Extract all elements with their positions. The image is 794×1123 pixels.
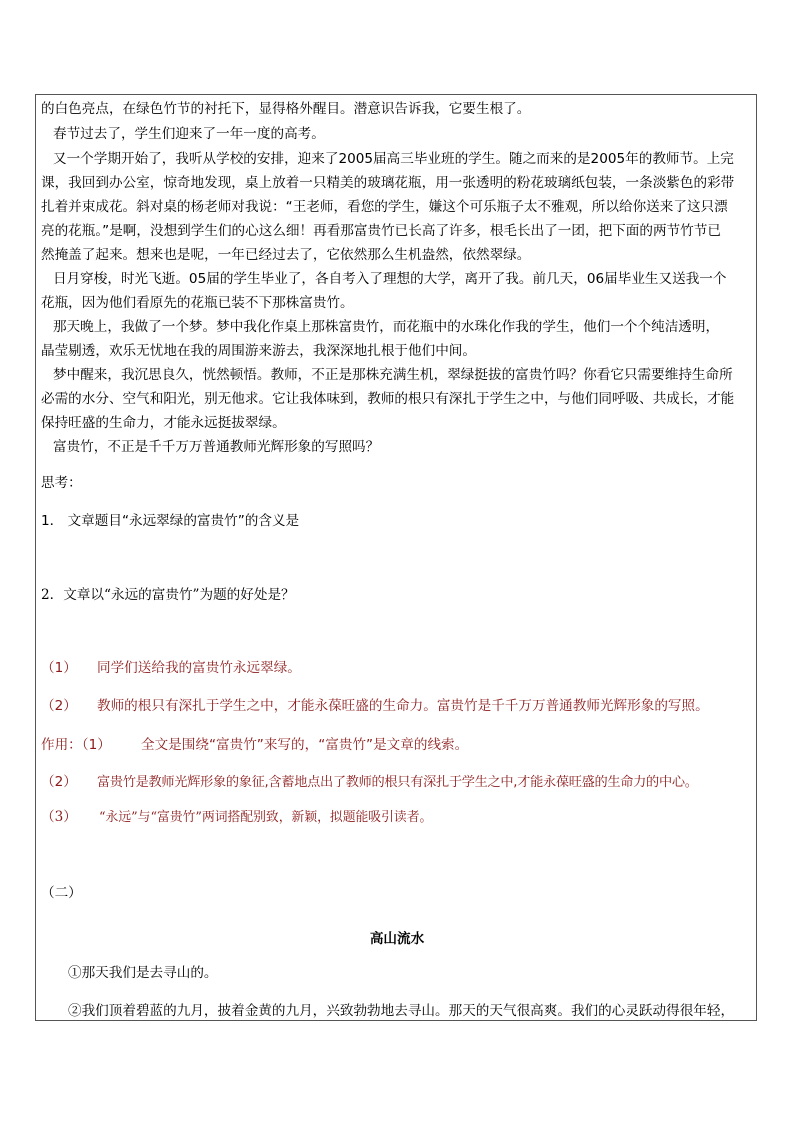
paragraph-line: 然掩盖了起来。想来也是呢，一年已经过去了，它依然那么生机盎然，依然翠绿。: [41, 247, 531, 263]
paragraph-line: 的白色亮点，在绿色竹节的衬托下，显得格外醒目。潜意识告诉我，它要生根了。: [41, 101, 531, 117]
answer-function-2: [41, 773, 698, 792]
paragraph-line: 日月穿梭，时光飞逝。05届的学生毕业了，各自考入了理想的大学，离开了我。前几天，06届毕业生又送我一个: [53, 271, 727, 287]
answer-function-1-text: 全文是围绕“富贵竹”来写的，“富贵竹”是文章的线索。: [141, 737, 469, 753]
answer-function-1: [41, 736, 468, 754]
paragraph-line: 春节过去了，学生们迎来了一年一度的高考。: [53, 126, 325, 142]
answer-function-3-number: （3）: [41, 809, 77, 825]
section-label: （二）: [41, 885, 82, 901]
question-1: 1． 文章题目“永远翠绿的富贵竹”的含义是: [41, 513, 300, 529]
answer-2-text: 教师的根只有深扎于学生之中，才能永葆旺盛的生命力。富贵竹是千千万万普通教师光辉形象的写照。: [97, 698, 709, 714]
answer-function-3: [41, 808, 432, 827]
answer-function-2-text: 富贵竹是教师光辉形象的象征,含蓄地点出了教师的根只有深扎于学生之中,才能永葆旺盛的生命力的中心。: [97, 775, 698, 790]
paragraph-line: 梦中醒来，我沉思良久，恍然顿悟。教师，不正是那株充满生机，翠绿挺拔的富贵竹吗？你看它只需要维持生命所: [53, 367, 733, 383]
paragraph-line: 亮的花瓶。”是啊，没想到学生们的心这么细！再看那富贵竹已长高了许多，根毛长出了一团，把下面的两节竹节已: [41, 223, 721, 239]
answer-1-text: 同学们送给我的富贵竹永远翠绿。: [97, 660, 301, 676]
paragraph-line: 必需的水分、空气和阳光，别无他求。它让我体味到，教师的根只有深扎于学生之中，与他们同呼吸、共成长，才能: [41, 391, 735, 407]
paragraph-line: 又一个学期开始了，我听从学校的安排，迎来了2005届高三毕业班的学生。随之而来的是2005年的教师节。上完: [53, 151, 734, 167]
paragraph-line: 那天晚上，我做了一个梦。梦中我化作桌上那株富贵竹，而花瓶中的水珠化作我的学生，他们一个个纯洁透明，: [53, 319, 720, 335]
section-title: 高山流水: [369, 931, 425, 947]
answer-1: [41, 659, 301, 677]
answer-function-label: 作用：（1）: [41, 737, 111, 753]
paragraph-line: ①那天我们是去寻山的。: [68, 965, 218, 981]
answer-function-2-number: （2）: [41, 774, 77, 790]
paragraph-line: 花瓶，因为他们看原先的花瓶已装不下那株富贵竹。: [41, 295, 354, 311]
questions-heading: 思考：: [41, 475, 82, 491]
paragraph-line: 扎着并束成花。斜对桌的杨老师对我说：“王老师，看您的学生，嫌这个可乐瓶子太不雅观，所以给你送来了这只漂: [41, 199, 728, 215]
paragraph-line: 富贵竹，不正是千千万万普通教师光辉形象的写照吗？: [53, 439, 380, 455]
paragraph-line: 保持旺盛的生命力，才能永远挺拔翠绿。: [41, 415, 286, 431]
paragraph-line: ②我们顶着碧蓝的九月，披着金黄的九月，兴致勃勃地去寻山。那天的天气很高爽。我们的心灵跃动得很年轻，: [68, 1003, 735, 1019]
answer-2: [41, 697, 709, 715]
answer-2-number: （2）: [41, 698, 77, 714]
paragraph-line: 课，我回到办公室，惊奇地发现，桌上放着一只精美的玻璃花瓶，用一张透明的粉花玻璃纸包装，一条淡紫色的彩带: [41, 175, 735, 191]
answer-1-number: （1）: [41, 660, 77, 676]
question-2: 2．文章以“永远的富贵竹”为题的好处是？: [41, 587, 295, 603]
answer-function-3-text: “永远”与“富贵竹”两词搭配别致，新颖，拟题能吸引读者。: [99, 810, 433, 825]
paragraph-line: 晶莹剔透，欢乐无忧地在我的周围游来游去，我深深地扎根于他们中间。: [41, 343, 476, 359]
